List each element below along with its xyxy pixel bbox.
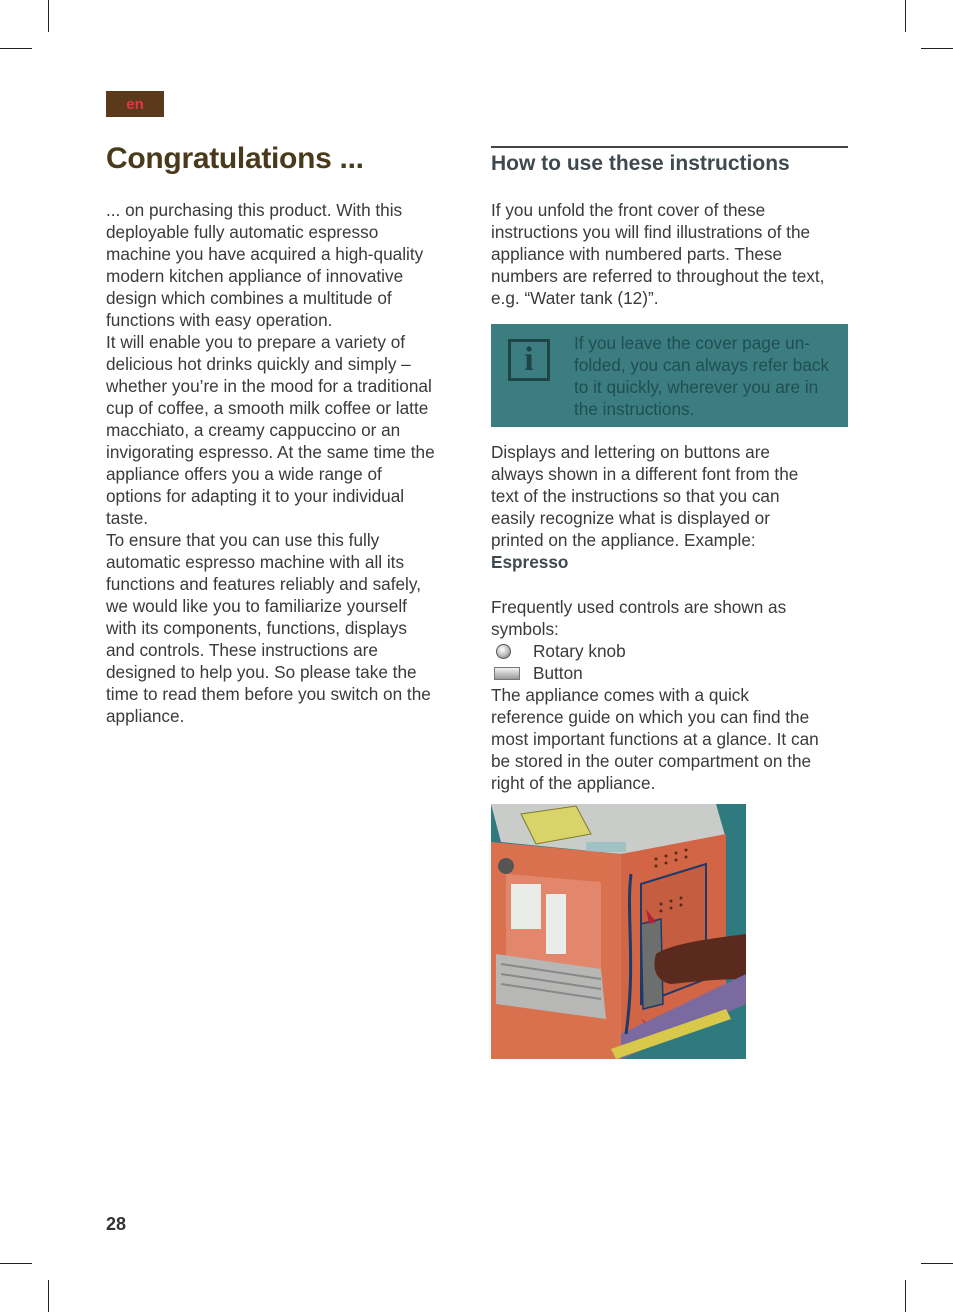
symbols-text xyxy=(491,596,851,640)
text-line: deployable fully automatic espresso xyxy=(106,222,379,242)
text-line: reference guide on which you can find the xyxy=(491,707,810,727)
text-line: the instructions. xyxy=(574,399,695,419)
text-line: If you unfold the front cover of these xyxy=(491,200,766,220)
text-line: The appliance comes with a quick xyxy=(491,685,749,705)
symbol-button xyxy=(494,662,583,684)
text-line: macchiato, a creamy cappuccino or an xyxy=(106,420,401,440)
appliance-illustration xyxy=(491,804,746,1059)
info-note-text xyxy=(574,332,829,420)
section-divider xyxy=(491,146,848,148)
info-icon: i xyxy=(508,339,550,381)
crop-mark xyxy=(905,1280,906,1312)
text-line: easily recognize what is displayed or xyxy=(491,508,770,528)
espresso-example: Espresso xyxy=(491,552,569,572)
display-font-text xyxy=(491,441,851,573)
text-line: printed on the appliance. Example: xyxy=(491,530,756,550)
text-line: most important functions at a glance. It can xyxy=(491,729,819,749)
button-icon xyxy=(494,667,520,680)
text-line: right of the appliance. xyxy=(491,773,656,793)
text-line: To ensure that you can use this fully xyxy=(106,530,380,550)
text-line: e.g. “Water tank (12)”. xyxy=(491,288,659,308)
text-line: be stored in the outer compartment on the xyxy=(491,751,812,771)
page-number: 28 xyxy=(106,1214,127,1234)
text-line: instructions you will find illustrations of the xyxy=(491,222,811,242)
text-line: functions with easy operation. xyxy=(106,310,333,330)
crop-mark xyxy=(921,1263,953,1264)
unfold-text xyxy=(491,199,851,309)
symbol-label: Button xyxy=(533,663,583,683)
text-line: designed to help you. So please take the xyxy=(106,662,417,682)
text-line: to it quickly, wherever you are in xyxy=(574,377,819,397)
text-line: cup of coffee, a smooth milk coffee or latte xyxy=(106,398,429,418)
crop-mark xyxy=(905,0,906,32)
text-line: invigorating espresso. At the same time the xyxy=(106,442,435,462)
text-line: automatic espresso machine with all its xyxy=(106,552,405,572)
text-line: with its components, functions, displays xyxy=(106,618,407,638)
text-line: functions and features reliably and safely, xyxy=(106,574,421,594)
text-line: text of the instructions so that you can xyxy=(491,486,780,506)
text-line: appliance offers you a wide range of xyxy=(106,464,382,484)
crop-mark xyxy=(48,1280,49,1312)
text-line: machine you have acquired a high-quality xyxy=(106,244,424,264)
text-line: folded, you can always refer back xyxy=(574,355,830,375)
text-line: always shown in a different font from the xyxy=(491,464,799,484)
text-line: design which combines a multitude of xyxy=(106,288,392,308)
text-line: taste. xyxy=(106,508,149,528)
page-title: Congratulations ... xyxy=(106,142,364,175)
text-line: we would like you to familiarize yourself xyxy=(106,596,407,616)
text-line: Frequently used controls are shown as xyxy=(491,597,787,617)
rotary-knob-icon xyxy=(496,644,511,659)
text-line: modern kitchen appliance of innovative xyxy=(106,266,404,286)
quick-guide-text xyxy=(491,684,851,794)
text-line: appliance. xyxy=(106,706,185,726)
text-line: appliance with numbered parts. These xyxy=(491,244,783,264)
text-line: options for adapting it to your individual xyxy=(106,486,405,506)
crop-mark xyxy=(0,48,32,49)
symbol-label: Rotary knob xyxy=(533,641,626,661)
crop-mark xyxy=(48,0,49,32)
crop-mark xyxy=(0,1263,32,1264)
text-line: delicious hot drinks quickly and simply – xyxy=(106,354,411,374)
text-line: symbols: xyxy=(491,619,559,639)
text-line: ... on purchasing this product. With this xyxy=(106,200,403,220)
symbol-rotary-knob xyxy=(494,640,626,662)
text-line: numbers are referred to throughout the text, xyxy=(491,266,825,286)
text-line: time to read them before you switch on the xyxy=(106,684,431,704)
text-line: If you leave the cover page un- xyxy=(574,333,811,353)
section-title: How to use these instructions xyxy=(491,152,790,175)
info-note-box xyxy=(491,324,848,427)
text-line: It will enable you to prepare a variety of xyxy=(106,332,406,352)
language-tab: en xyxy=(106,91,164,117)
text-line: and controls. These instructions are xyxy=(106,640,378,660)
text-line: Displays and lettering on buttons are xyxy=(491,442,770,462)
text-line: whether you’re in the mood for a traditional xyxy=(106,376,432,396)
intro-text xyxy=(106,199,466,727)
crop-mark xyxy=(921,48,953,49)
